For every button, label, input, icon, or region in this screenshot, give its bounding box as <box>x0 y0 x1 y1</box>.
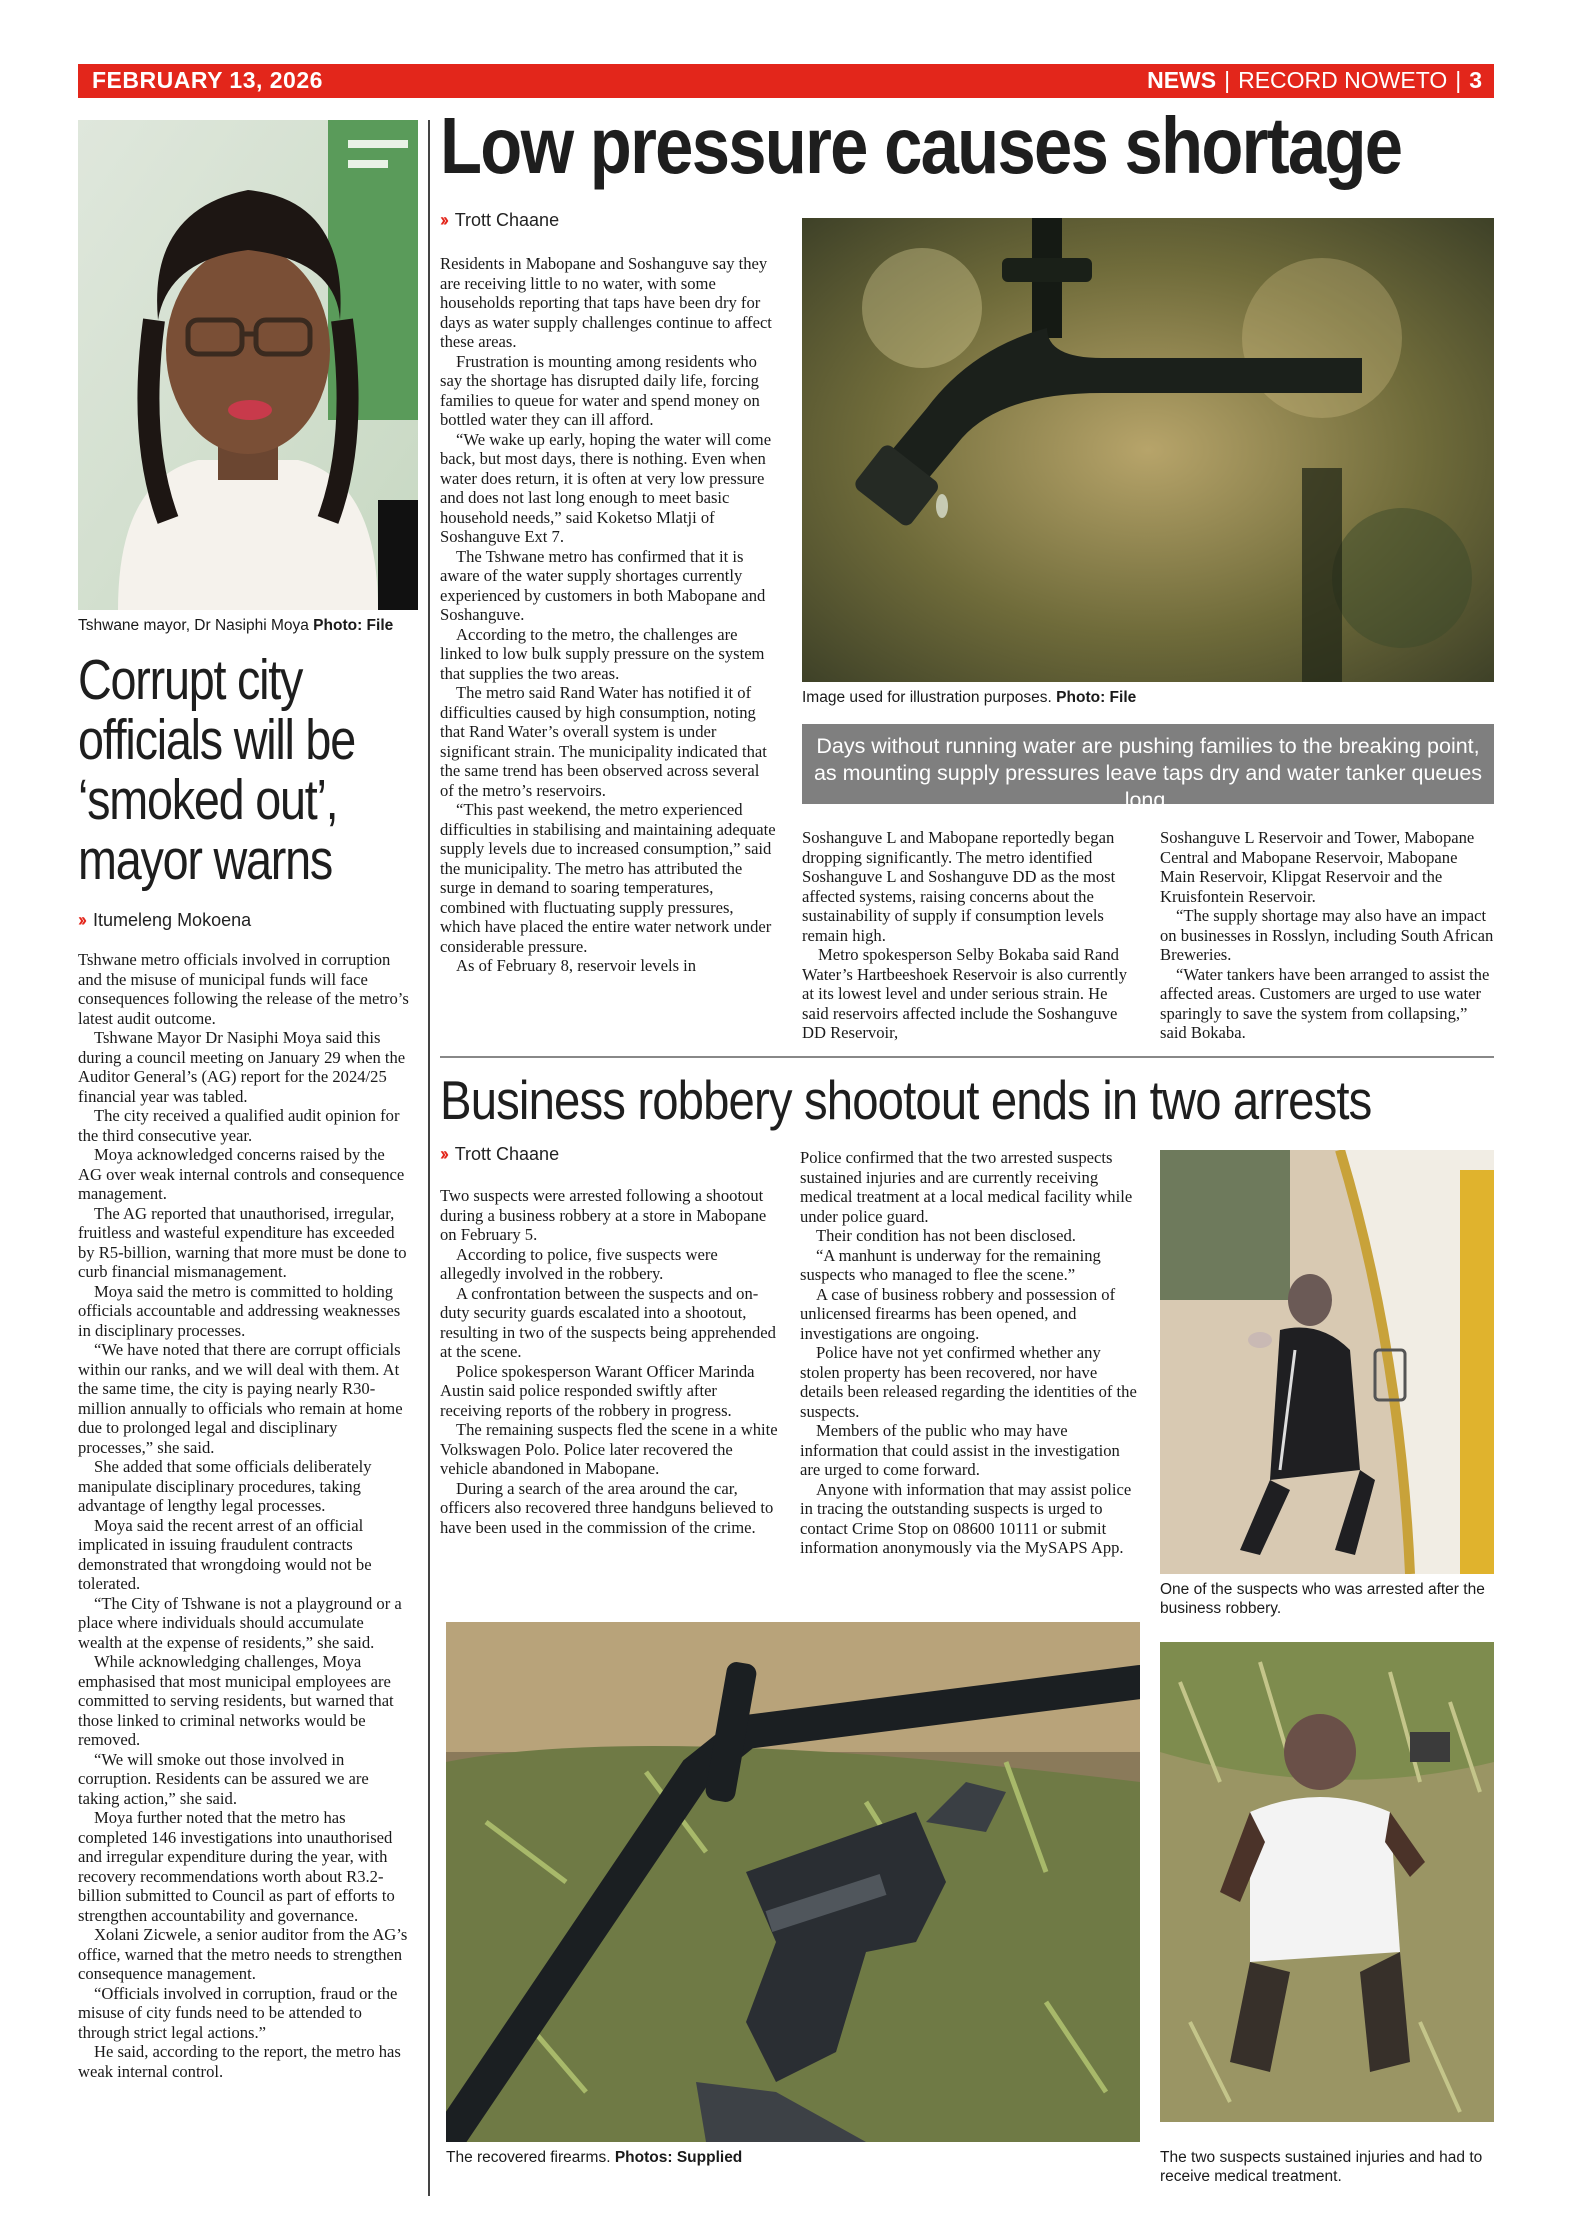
mayor-paragraph: “Officials involved in corruption, fraud or the misuse of city funds need to be attended to through strict legal actions.” <box>78 1983 398 2042</box>
robbery-story-headline: Business robbery shootout ends in two arrests <box>440 1069 1372 1131</box>
mayor-paragraph: The AG reported that unauthorised, irregular, fruitless and wasteful expenditure has exceeded by R5-billion, warning that more must be done to curb financial mismanagement. <box>78 1203 407 1281</box>
issue-date: FEBRUARY 13, 2026 <box>92 67 323 93</box>
column-divider <box>428 120 430 2196</box>
pull-quote-text: Days without running water are pushing families to the breaking point, as mounting supply pressures leave taps dry and water tanker queues long. <box>813 734 1483 812</box>
water-paragraph: Frustration is mounting among residents who say the shortage has disrupted daily life, forcing families to queue for water and spend money on bottled water they can ill afford. <box>440 351 760 429</box>
robbery-paragraph: Police spokesperson Warant Officer Marinda Austin said police responded swiftly after receiving reports of the robbery in progress. <box>440 1361 755 1420</box>
header-separator-1: | <box>1224 67 1231 93</box>
firearms-caption-credit: Photos: Supplied <box>614 2149 743 2166</box>
water-story-headline: Low pressure causes shortage <box>440 101 1402 190</box>
double-chevron-icon: ›› <box>78 910 84 930</box>
firearms-photo <box>446 1622 1140 2142</box>
mayor-paragraph: “We will smoke out those involved in corruption. Residents can be assured we are taking action,” she said. <box>78 1749 369 1808</box>
robbery-story-byline <box>440 1144 559 1165</box>
mayor-paragraph: The city received a qualified audit opinion for the third consecutive year. <box>78 1106 400 1145</box>
robbery-paragraph: Anyone with information that may assist police in tracing the outstanding suspects is urged to contact Crime Stop on 08600 10111 or submit information anonymously via the MySAPS App. <box>800 1479 1132 1557</box>
mayor-story-byline <box>78 910 251 931</box>
page-header-bar <box>78 64 1494 98</box>
water-story-col3 <box>1160 828 1494 1043</box>
water-pull-quote <box>802 724 1494 812</box>
robbery-paragraph: Police have not yet confirmed whether any stolen property has been recovered, nor have details been released regarding the identities of the suspects. <box>800 1343 1137 1421</box>
tap-photo-caption <box>802 688 1494 707</box>
mayor-photo-caption <box>78 616 428 635</box>
water-paragraph: The Tshwane metro has confirmed that it is aware of the water supply shortages currently experienced by customers in both Mabopane and Soshanguve. <box>440 546 766 624</box>
robbery-story-col2 <box>800 1148 1140 1558</box>
mayor-paragraph: He said, according to the report, the metro has weak internal control. <box>78 2042 401 2081</box>
suspect-crouching-image <box>1160 1642 1494 2122</box>
suspect-1-caption: One of the suspects who was arrested after the business robbery. <box>1160 1581 1485 1617</box>
mayor-paragraph: Moya acknowledged concerns raised by the AG over weak internal controls and consequence management. <box>78 1145 405 1203</box>
page-number: 3 <box>1469 67 1482 93</box>
robbery-story-col1 <box>440 1186 780 1537</box>
firearms-caption <box>446 2148 1140 2167</box>
robbery-byline-name: Trott Chaane <box>454 1144 560 1164</box>
mayor-byline-name: Itumeleng Mokoena <box>93 910 252 930</box>
robbery-paragraph: During a search of the area around the car, officers also recovered three handguns believed to have been used in the commission of the crime. <box>440 1478 774 1537</box>
mayor-story-headline: Corrupt city officials will be ‘smoked out’, mayor warns <box>78 648 355 892</box>
mayor-paragraph: “We have noted that there are corrupt officials within our ranks, and we will deal with them. At the same time, the city is paying nearly R30-million annually to officials who remain at home due to prolonged legal and disciplinary processes,” she said. <box>78 1340 403 1457</box>
mayor-paragraph: She added that some officials deliberately manipulate disciplinary procedures, taking advantage of lengthy legal processes. <box>78 1457 372 1515</box>
water-paragraph: “The supply shortage may also have an impact on businesses in Rosslyn, including South African Breweries. <box>1160 906 1494 964</box>
water-story-col2 <box>802 828 1138 1043</box>
dripping-tap-image <box>802 218 1494 682</box>
mayor-caption-credit: Photo: File <box>313 617 394 634</box>
robbery-paragraph: A confrontation between the suspects and on-duty security guards escalated into a shootout, resulting in two of the suspects being apprehended at the scene. <box>440 1283 776 1361</box>
tap-caption-text: Image used for illustration purposes. <box>802 689 1057 706</box>
water-story-byline <box>440 210 559 231</box>
tap-caption-credit: Photo: File <box>1056 689 1137 706</box>
water-paragraph: Residents in Mabopane and Soshanguve say they are receiving little to no water, with some households reporting that taps have been dry for days as water supply challenges continue to affect these areas. <box>440 254 772 351</box>
water-paragraph: “This past weekend, the metro experienced difficulties in stabilising and maintaining adequate supply levels due to increased consumption,” said the municipality. The metro has attributed the surge in demand to soaring temperatures, combined with fluctuating supply pressures, which have placed the entire water network under considerable pressure. <box>440 800 776 956</box>
tap-photo <box>802 218 1494 682</box>
robbery-paragraph: Two suspects were arrested following a shootout during a business robbery at a store in Mabopane on February 5. <box>440 1186 767 1244</box>
robbery-paragraph: Members of the public who may have information that could assist in the investigation are urged to come forward. <box>800 1421 1120 1479</box>
suspect-photo-2 <box>1160 1642 1494 2122</box>
recovered-firearms-image <box>446 1622 1140 2142</box>
water-paragraph: “We wake up early, hoping the water will come back, but most days, there is nothing. Even when water does return, it is often at very low pressure and does not last long enough to meet basic household needs,” said Koketso Mlatji of Soshanguve Ext 7. <box>440 429 772 546</box>
water-paragraph: Metro spokesperson Selby Bokaba said Rand Water’s Hartbeeshoek Reservoir is also currently at its lowest level and under serious strain. He said reservoirs affected include the Soshanguve DD Reservoir, <box>802 945 1128 1042</box>
water-byline-name: Trott Chaane <box>454 210 560 230</box>
suspect-photo-1 <box>1160 1150 1494 1574</box>
mayor-paragraph: Tshwane metro officials involved in corruption and the misuse of municipal funds will face consequences following the release of the metro’s latest audit outcome. <box>78 950 409 1028</box>
water-paragraph: As of February 8, reservoir levels in <box>456 956 697 975</box>
water-paragraph: Soshanguve L Reservoir and Tower, Mabopane Central and Mabopane Reservoir, Mabopane Main Reservoir, Klipgat Reservoir and the Kruisfontein Reservoir. <box>1160 828 1475 906</box>
mayor-paragraph: Moya further noted that the metro has completed 146 investigations into unauthorised and irregular expenditure during the year, with recovery recommendations worth about R3.2-billion submitted to Council as part of efforts to strengthen accountability and governance. <box>78 1808 395 1925</box>
robbery-paragraph: A case of business robbery and possession of unlicensed firearms has been opened, and investigations are ongoing. <box>800 1284 1116 1343</box>
mayor-caption-text: Tshwane mayor, Dr Nasiphi Moya <box>78 617 314 634</box>
section-label: NEWS <box>1147 67 1217 93</box>
water-paragraph: Soshanguve L and Mabopane reportedly began dropping significantly. The metro identified Soshanguve L and Soshanguve DD as the most affected systems, raising concerns about the sustainability of supply if consumption levels remain high. <box>802 828 1116 945</box>
water-story-col1 <box>440 254 776 976</box>
water-paragraph: “Water tankers have been arranged to assist the affected areas. Customers are urged to use water sparingly to save the system from collapsing,” said Bokaba. <box>1160 964 1490 1042</box>
robbery-paragraph: The remaining suspects fled the scene in a white Volkswagen Polo. Police later recovered the vehicle abandoned in Mabopane. <box>440 1420 778 1478</box>
double-chevron-icon: ›› <box>440 1144 446 1164</box>
water-paragraph: The metro said Rand Water has notified it of difficulties caused by high consumption, noting that Rand Water’s overall system is under significant strain. The municipality indicated that the same trend has been observed across several of the metro’s reservoirs. <box>440 683 767 800</box>
double-chevron-icon: ›› <box>440 210 446 230</box>
mayor-paragraph: Moya said the recent arrest of an official implicated in issuing fraudulent contracts demonstrated that wrongdoing would not be tolerated. <box>78 1515 372 1593</box>
mayor-paragraph: While acknowledging challenges, Moya emphasised that most municipal employees are committed to serving residents, but warned that those linked to criminal networks would be removed. <box>78 1652 394 1749</box>
mayor-paragraph: Tshwane Mayor Dr Nasiphi Moya said this during a council meeting on January 29 when the Auditor General’s (AG) report for the 2024/25 financial year was tabled. <box>78 1028 406 1106</box>
mayor-photo <box>78 120 418 610</box>
mayor-paragraph: Xolani Zicwele, a senior auditor from the AG’s office, warned that the metro needs to strengthen consequence management. <box>78 1925 408 1983</box>
robbery-paragraph: Police confirmed that the two arrested suspects sustained injuries and are currently receiving medical treatment at a local medical facility while under police guard. <box>800 1148 1133 1226</box>
suspect-2-caption: The two suspects sustained injuries and had to receive medical treatment. <box>1160 2149 1483 2185</box>
robbery-paragraph: “A manhunt is underway for the remaining suspects who managed to flee the scene.” <box>800 1245 1101 1284</box>
story-divider <box>440 1056 1494 1058</box>
mayor-paragraph: “The City of Tshwane is not a playground or a place where individuals should accumulate wealth at the expense of residents,” she said. <box>78 1593 402 1652</box>
robbery-paragraph: According to police, five suspects were allegedly involved in the robbery. <box>440 1244 718 1283</box>
mayor-story-body <box>78 950 410 2081</box>
header-right <box>1147 67 1482 94</box>
mayor-portrait-image <box>78 120 418 610</box>
suspect-seated-image <box>1160 1150 1494 1574</box>
water-paragraph: According to the metro, the challenges are linked to low bulk supply pressure on the system that supplies the two areas. <box>440 624 765 683</box>
firearms-caption-text: The recovered firearms. <box>446 2149 615 2166</box>
robbery-paragraph: Their condition has not been disclosed. <box>816 1226 1076 1245</box>
publication-name: RECORD NOWETO <box>1238 67 1448 93</box>
header-separator-2: | <box>1455 67 1462 93</box>
mayor-paragraph: Moya said the metro is committed to holding officials accountable and addressing weaknesses in disciplinary processes. <box>78 1281 401 1340</box>
